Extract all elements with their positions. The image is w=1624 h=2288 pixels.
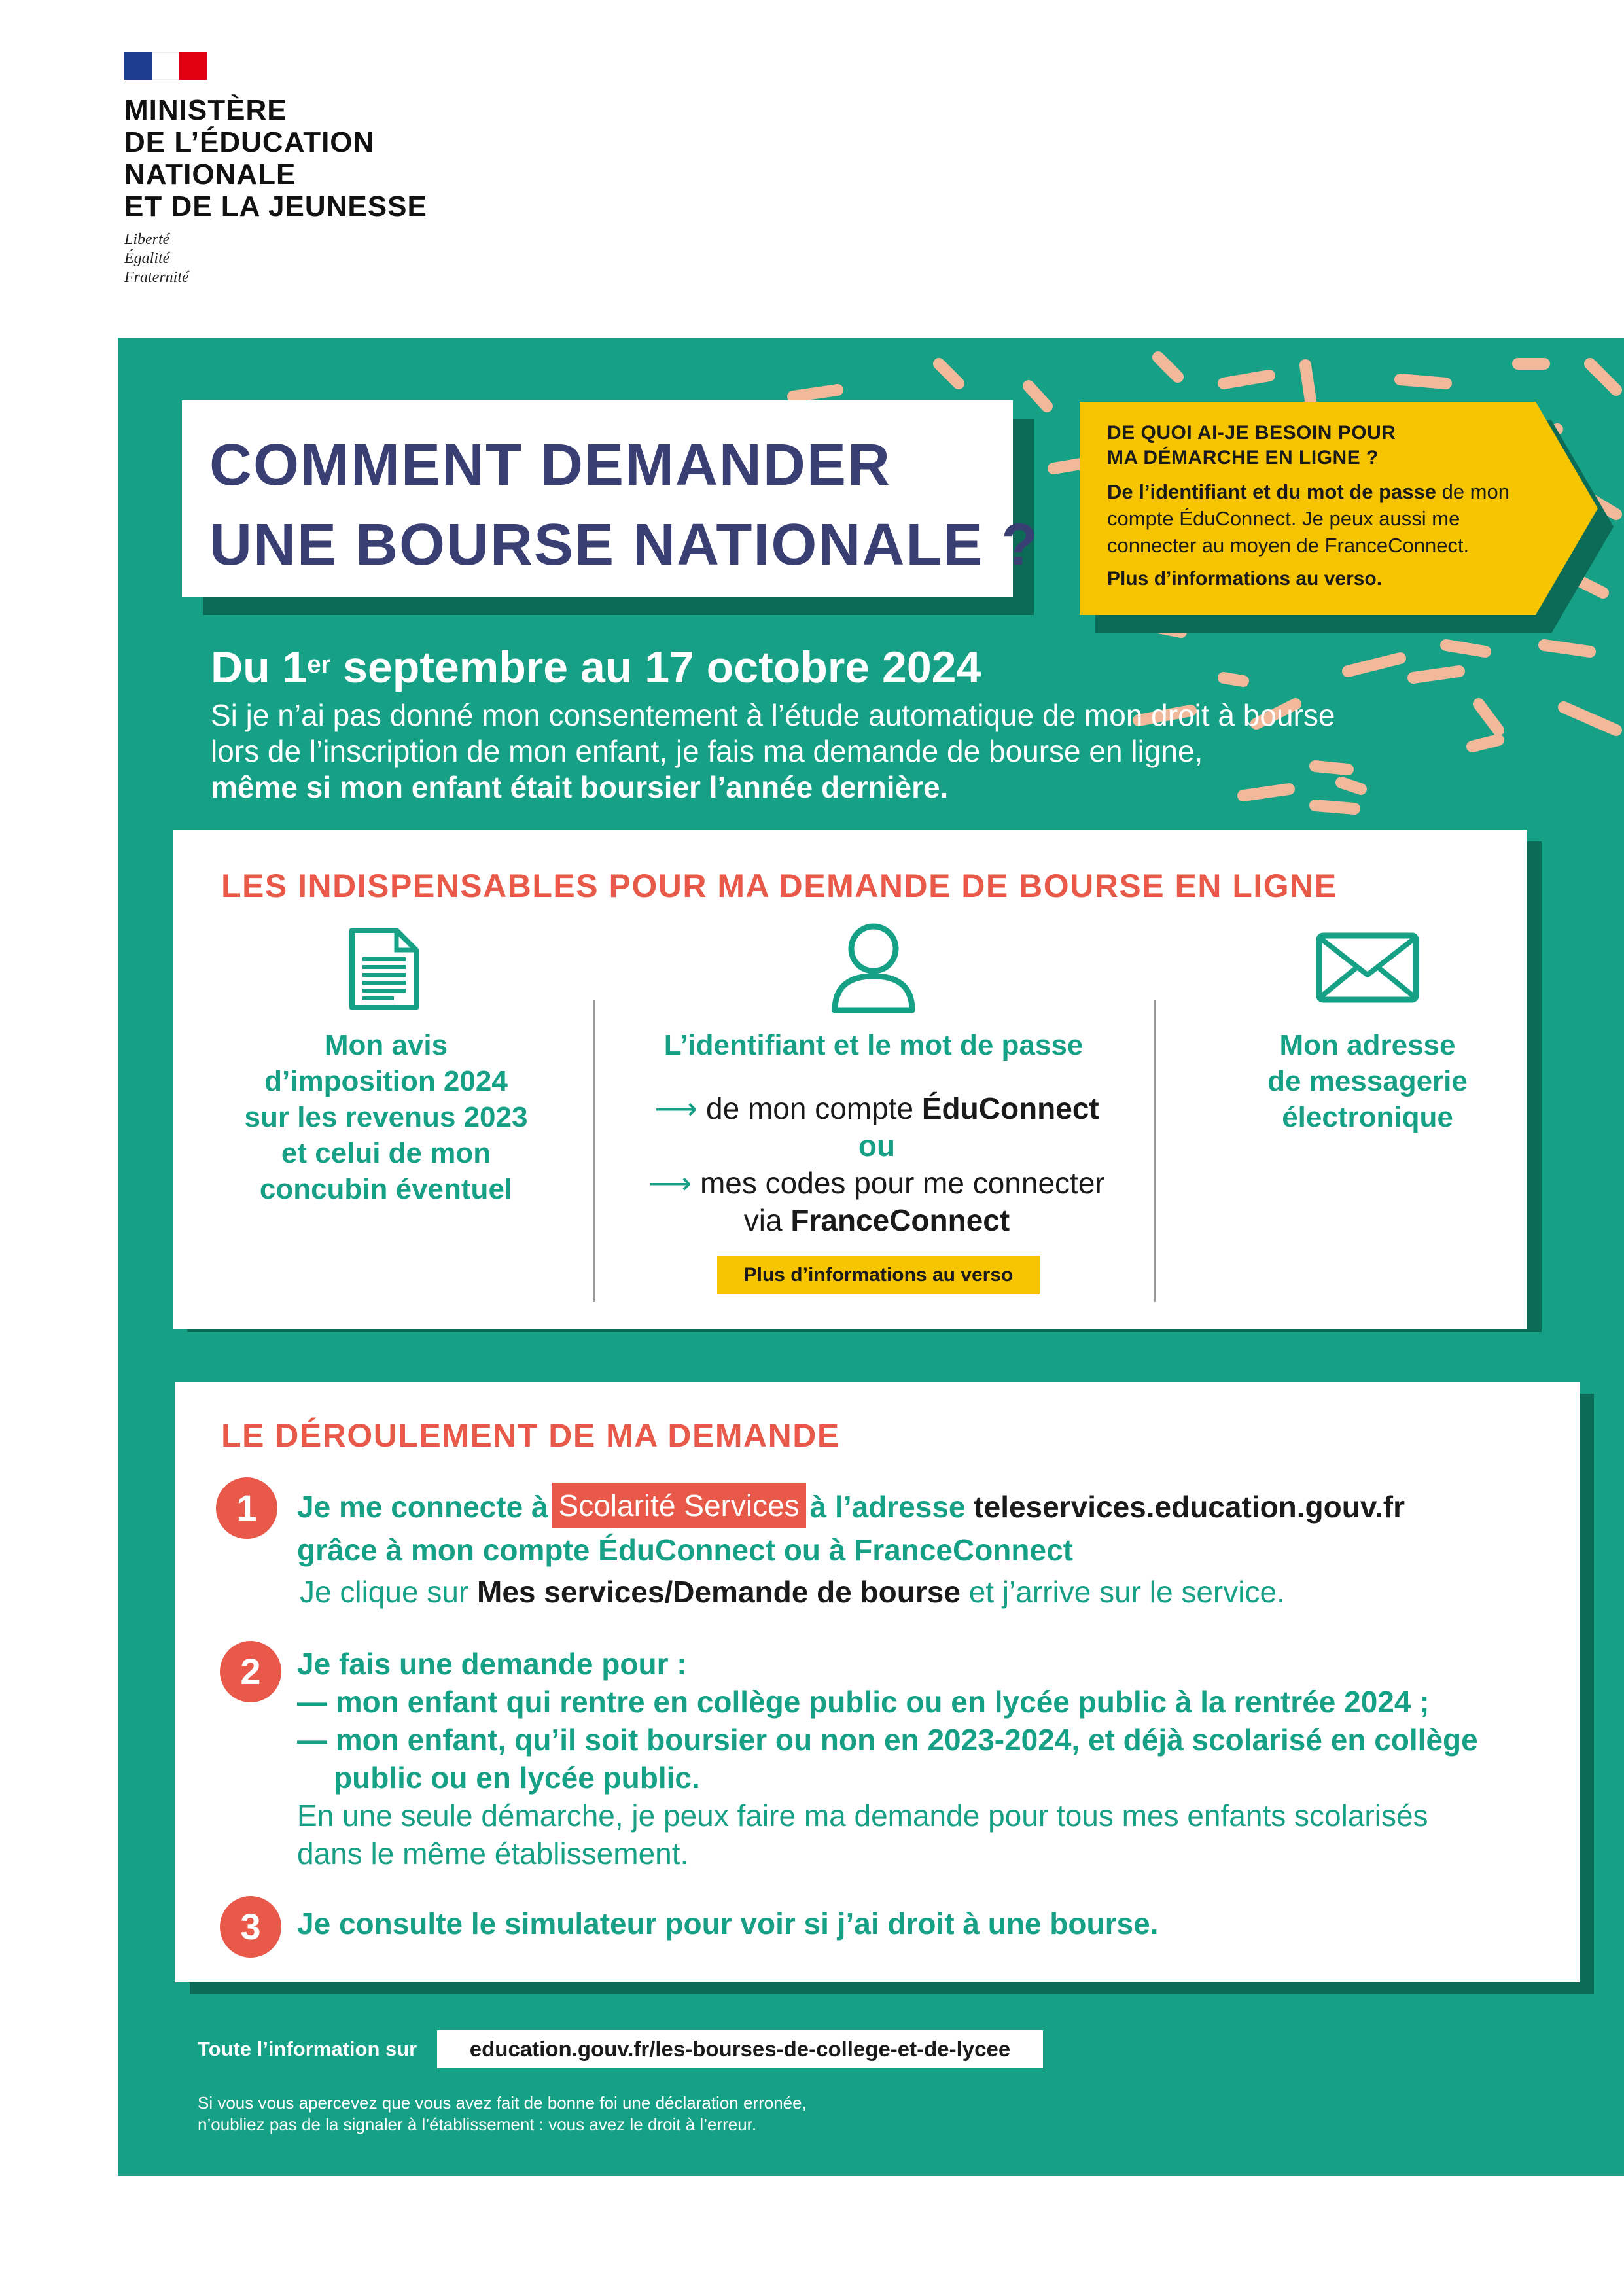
motto-line: Fraternité [124, 269, 189, 286]
col-line: Mon adresse [1279, 1029, 1456, 1061]
info-link[interactable]: education.gouv.fr/les-bourses-de-college-et-de-lycee [437, 2030, 1043, 2068]
col-line: concubin éventuel [259, 1173, 513, 1205]
step-1 [297, 1484, 1405, 1611]
step1-bold: Mes services/Demande de bourse [477, 1575, 961, 1609]
essentials-col-tax [209, 1027, 563, 1207]
col-line: Mon avis [324, 1029, 448, 1061]
callout-heading-line: DE QUOI AI-JE BESOIN POUR [1107, 422, 1396, 444]
step2-line: public ou en lycée public. [334, 1761, 700, 1795]
col2-text: de mon compte [706, 1091, 922, 1125]
step2-line: En une seule démarche, je peux faire ma demande pour tous mes enfants scolarisés [297, 1799, 1428, 1833]
french-flag-icon [124, 52, 207, 80]
intro-line: lors de l’inscription de mon enfant, je fais ma demande de bourse en ligne, [211, 734, 1203, 768]
essentials-title: LES INDISPENSABLES POUR MA DEMANDE DE BOURSE EN LIGNE [221, 868, 1337, 904]
step1-text: Je me connecte à [297, 1490, 548, 1524]
ministry-line: NATIONALE [124, 158, 296, 190]
step1-line: grâce à mon compte ÉduConnect ou à FranceConnect [297, 1533, 1073, 1567]
step1-text: à l’adresse [809, 1490, 966, 1524]
disclaimer-line: n’oubliez pas de la signaler à l’établissement : vous avez le droit à l’erreur. [198, 2115, 757, 2134]
title-line: UNE BOURSE NATIONALE ? [209, 512, 1039, 578]
callout-heading-line: MA DÉMARCHE EN LIGNE ? [1107, 447, 1379, 468]
ministry-line: MINISTÈRE [124, 94, 287, 126]
essentials-col-email [1191, 1027, 1544, 1135]
callout-body [1107, 478, 1578, 559]
step2-line: — mon enfant qui rentre en collège public ou en lycée public à la rentrée 2024 ; [297, 1685, 1430, 1719]
date-range [211, 640, 981, 695]
callout-body-text: de mon [1436, 480, 1509, 503]
step-3 [297, 1905, 1158, 1943]
column-divider [593, 1000, 595, 1302]
intro-line: Si je n’ai pas donné mon consentement à l’étude automatique de mon droit à bourse [211, 698, 1335, 732]
user-icon [831, 923, 916, 1013]
arrow-right-icon: ⟶ [648, 1166, 700, 1200]
ministry-line: DE L’ÉDUCATION [124, 126, 375, 158]
more-info-badge: Plus d’informations au verso [717, 1256, 1040, 1294]
essentials-col-credentials-title: L’identifiant et le mot de passe [663, 1029, 1084, 1061]
step3-line: Je consulte le simulateur pour voir si j’ai droit à une bourse. [297, 1907, 1159, 1941]
envelope-icon [1315, 932, 1420, 1004]
col-line: et celui de mon [281, 1137, 491, 1169]
arrow-right-icon: ⟶ [654, 1091, 706, 1125]
col-line: de messagerie [1267, 1065, 1468, 1097]
intro-text [211, 697, 1421, 805]
step-number: 1 [216, 1477, 277, 1539]
callout-body-bold: De l’identifiant et du mot de passe [1107, 480, 1436, 503]
motto [124, 230, 427, 287]
document-icon [348, 926, 420, 1012]
page-title [209, 425, 1038, 585]
disclaimer [198, 2092, 807, 2136]
motto-line: Liberté [124, 231, 170, 248]
ministry-logo [124, 52, 427, 287]
callout-body-line: connecter au moyen de FranceConnect. [1107, 534, 1470, 557]
col2-bold: ÉduConnect [921, 1091, 1099, 1125]
scolarite-services-badge: Scolarité Services [552, 1483, 806, 1528]
date-suffix: septembre au 17 octobre 2024 [330, 642, 981, 692]
title-line: COMMENT DEMANDER [209, 432, 891, 498]
callout-heading [1107, 421, 1578, 470]
motto-line: Égalité [124, 250, 170, 267]
col-line: d’imposition 2024 [264, 1065, 508, 1097]
date-prefix: Du 1 [211, 642, 308, 692]
date-sup: er [307, 651, 331, 678]
step1-text: Je clique sur [300, 1575, 478, 1609]
step-number: 3 [220, 1896, 281, 1958]
ministry-name [124, 94, 427, 222]
callout-text [1107, 421, 1578, 592]
col2-text: mes codes pour me connecter [699, 1166, 1105, 1200]
step2-line: — mon enfant, qu’il soit boursier ou non en 2023-2024, et déjà scolarisé en collège [297, 1723, 1478, 1757]
step2-line: dans le même établissement. [297, 1837, 689, 1871]
col2-or: ou [858, 1129, 896, 1163]
ministry-line: ET DE LA JEUNESSE [124, 190, 427, 222]
essentials-col-credentials [609, 1090, 1145, 1239]
col-line: électronique [1282, 1101, 1453, 1133]
process-title: LE DÉROULEMENT DE MA DEMANDE [221, 1417, 840, 1454]
footer-label: Toute l’information sur [198, 2037, 417, 2060]
callout-more: Plus d’informations au verso. [1107, 568, 1383, 590]
step2-line: Je fais une demande pour : [297, 1647, 687, 1681]
step1-text: et j’arrive sur le service. [960, 1575, 1285, 1609]
step-number: 2 [220, 1641, 281, 1702]
col2-bold: FranceConnect [790, 1203, 1010, 1237]
col2-text: via [743, 1203, 791, 1237]
teleservices-url: teleservices.education.gouv.fr [974, 1490, 1405, 1524]
col-line: sur les revenus 2023 [244, 1101, 528, 1133]
column-divider [1154, 1000, 1156, 1302]
disclaimer-line: Si vous vous apercevez que vous avez fait de bonne foi une déclaration erronée, [198, 2093, 807, 2113]
callout-body-line: compte ÉduConnect. Je peux aussi me [1107, 507, 1460, 530]
intro-line-bold: même si mon enfant était boursier l’année dernière. [211, 770, 949, 804]
step-2 [297, 1645, 1478, 1873]
